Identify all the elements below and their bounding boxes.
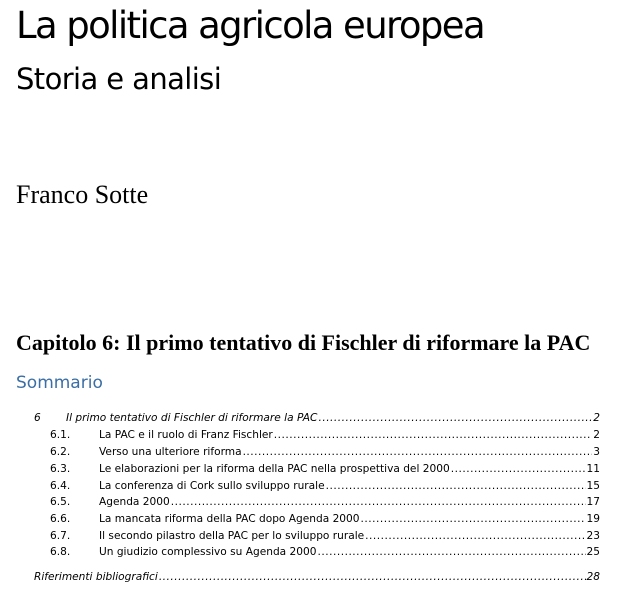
toc-entry-page: 19 — [586, 513, 600, 525]
toc-entry-6-2[interactable] — [50, 446, 600, 459]
toc-entry-label: La mancata riforma della PAC dopo Agenda 2000 — [99, 513, 360, 525]
toc-entry-6-7[interactable] — [50, 530, 600, 543]
toc-entry-number: 6.4. — [50, 480, 71, 492]
toc-entry-page: 2 — [593, 429, 600, 441]
toc-entry-label: Il secondo pilastro della PAC per lo sviluppo rurale — [99, 530, 365, 542]
toc-entry-label: Un giudizio complessivo su Agenda 2000 — [99, 546, 317, 558]
toc-entry-label: Agenda 2000 — [99, 496, 170, 508]
toc-entry-6-1[interactable] — [50, 429, 600, 442]
toc-entry-6-8[interactable] — [50, 546, 600, 559]
toc-entry-page: 2 — [593, 412, 600, 424]
toc-dot-leader — [318, 412, 592, 425]
toc-entry-number: 6 — [34, 412, 41, 424]
toc-dot-leader — [361, 513, 586, 526]
toc-entry-page: 25 — [586, 546, 600, 558]
chapter-title: Capitolo 6: Il primo tentativo di Fischler di riformare la PAC — [16, 330, 591, 355]
author-name: Franco Sotte — [16, 180, 149, 209]
toc-entry-page: 28 — [586, 571, 600, 583]
toc-entry-number: 6.1. — [50, 429, 71, 441]
toc-dot-leader — [274, 429, 592, 442]
toc-entry-label: La conferenza di Cork sullo sviluppo rurale — [99, 480, 325, 492]
toc-entry-number: 6.3. — [50, 463, 71, 475]
toc-entry-label: Le elaborazioni per la riforma della PAC nella prospettiva del 2000 — [99, 463, 450, 475]
toc-entry-number: 6.7. — [50, 530, 71, 542]
toc-dot-leader — [159, 571, 586, 584]
toc-entry-number: 6.6. — [50, 513, 71, 525]
toc-entry-label: Il primo tentativo di Fischler di riformare la PAC — [66, 412, 318, 424]
toc-entry-bibliography[interactable] — [34, 571, 600, 584]
toc-entry-6-4[interactable] — [50, 480, 600, 493]
document-subtitle: Storia e analisi — [16, 62, 222, 96]
toc-dot-leader — [243, 446, 593, 459]
toc-dot-leader — [451, 463, 586, 476]
toc-entry-page: 3 — [593, 446, 600, 458]
toc-heading: Sommario — [16, 373, 103, 393]
toc-entry-page: 23 — [586, 530, 600, 542]
toc-entry-number: 6.8. — [50, 546, 71, 558]
toc-entry-number: 6.5. — [50, 496, 71, 508]
toc-entry-label: La PAC e il ruolo di Franz Fischler — [99, 429, 273, 441]
toc-entry-page: 17 — [586, 496, 600, 508]
toc-dot-leader — [318, 546, 586, 559]
toc-entry-6-5[interactable] — [50, 496, 600, 509]
toc-dot-leader — [171, 496, 586, 509]
toc-entry-6-3[interactable] — [50, 463, 600, 476]
toc-dot-leader — [326, 480, 586, 493]
toc-entry-page: 11 — [586, 463, 600, 475]
toc-entry-number: 6.2. — [50, 446, 71, 458]
toc-entry-chapter-6[interactable] — [34, 412, 600, 425]
toc-entry-6-6[interactable] — [50, 513, 600, 526]
toc-entry-label: Riferimenti bibliografici — [34, 571, 158, 583]
toc-entry-page: 15 — [586, 480, 600, 492]
toc-entry-label: Verso una ulteriore riforma — [99, 446, 242, 458]
toc-dot-leader — [365, 530, 585, 543]
document-title: La politica agricola europea — [16, 4, 485, 47]
